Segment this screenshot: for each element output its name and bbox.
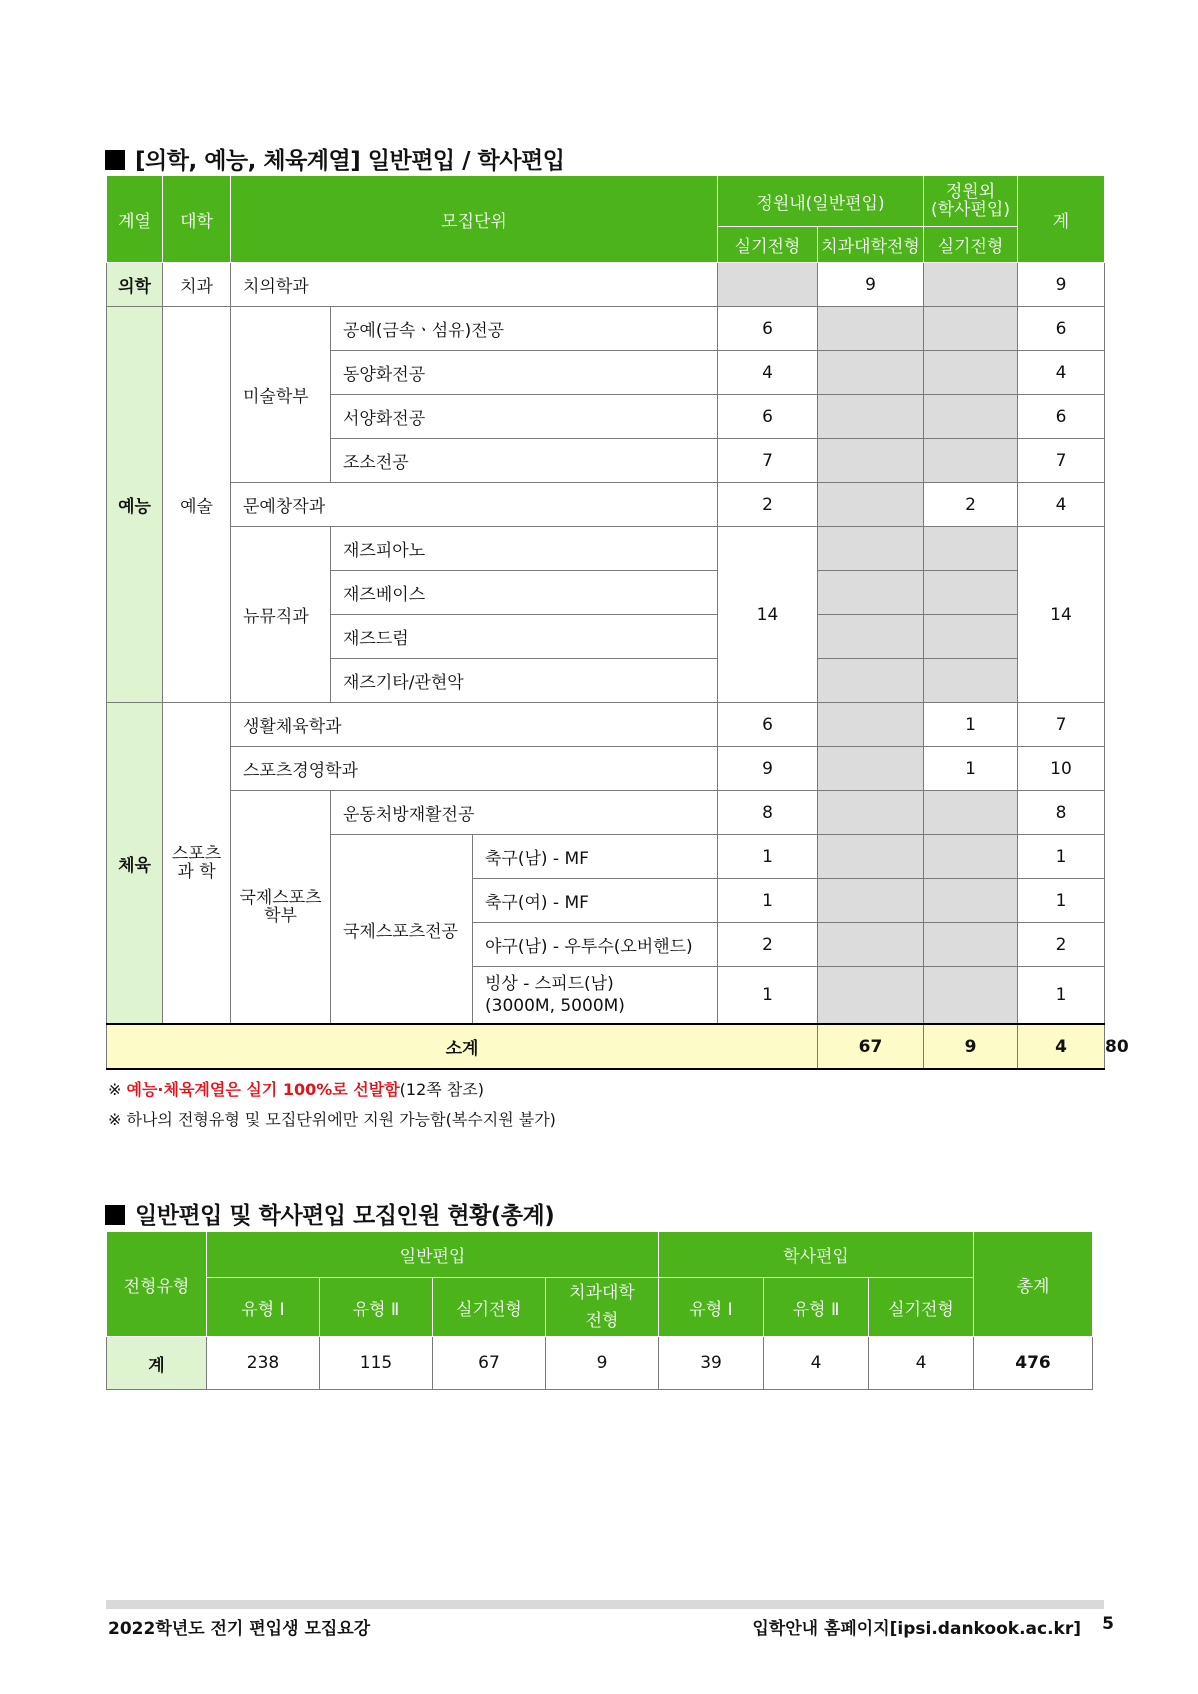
table-row: [107, 483, 1105, 527]
unit-name: 치의학과: [231, 263, 718, 307]
section1-title: [105, 142, 564, 175]
total-cell: 6: [1018, 395, 1105, 439]
value-cell: 7: [718, 439, 818, 483]
unit-name: 공예(금속ㆍ섬유)전공: [331, 307, 718, 351]
unit-name: 동양화전공: [331, 351, 718, 395]
value-cell: 115: [320, 1337, 433, 1390]
empty-cell: [818, 879, 924, 923]
value-cell: 2: [718, 923, 818, 967]
header-grand-total: 총계: [974, 1232, 1093, 1337]
value-cell: 9: [818, 263, 924, 307]
empty-cell: [924, 967, 1018, 1025]
value-cell: 1: [924, 747, 1018, 791]
header-g4: 치과대학 전형: [546, 1278, 659, 1337]
note-1-prefix: ※: [108, 1080, 127, 1099]
grand-total-cell: 476: [974, 1337, 1093, 1390]
empty-cell: [924, 351, 1018, 395]
table-row: [107, 527, 1105, 571]
empty-cell: [818, 747, 924, 791]
empty-cell: [818, 967, 924, 1025]
table-row: [107, 263, 1105, 307]
field-arts: 예능: [107, 307, 163, 703]
table-row: [107, 703, 1105, 747]
empty-cell: [818, 835, 924, 879]
section2-title-text: 일반편입 및 학사편입 모집인원 현황(총계): [135, 1203, 555, 1229]
value-cell: 1: [718, 967, 818, 1025]
empty-cell: [818, 571, 924, 615]
admission-table: [106, 175, 1129, 1070]
empty-cell: [818, 307, 924, 351]
header-g2: 유형 Ⅱ: [320, 1278, 433, 1337]
value-cell: 238: [207, 1337, 320, 1390]
footer-divider: [106, 1600, 1104, 1609]
empty-cell: [818, 351, 924, 395]
header-general: 일반편입: [207, 1232, 659, 1278]
empty-cell: [818, 527, 924, 571]
value-cell: 2: [718, 483, 818, 527]
value-cell: 4: [869, 1337, 974, 1390]
dept-newmusic: 뉴뮤직과: [231, 527, 331, 703]
unit-name: 축구(여) - MF: [473, 879, 718, 923]
total-cell: 10: [1018, 747, 1105, 791]
empty-cell: [924, 791, 1018, 835]
total-cell: 9: [1018, 263, 1105, 307]
total-cell: 8: [1018, 791, 1105, 835]
empty-cell: [818, 439, 924, 483]
header-type: 전형유형: [107, 1232, 207, 1337]
value-cell: 9: [546, 1337, 659, 1390]
unit-name: 서양화전공: [331, 395, 718, 439]
total-cell: 4: [1018, 483, 1105, 527]
header-g3: 실기전형: [433, 1278, 546, 1337]
page-number: 5: [1102, 1614, 1114, 1634]
subtotal-row: 소계 67 9 4 80: [107, 1024, 1105, 1069]
empty-cell: [924, 615, 1018, 659]
unit-name: 축구(남) - MF: [473, 835, 718, 879]
empty-cell: [718, 263, 818, 307]
empty-cell: [924, 571, 1018, 615]
major-intlsports: 국제스포츠전공: [331, 835, 473, 1025]
summary-table: [106, 1231, 1093, 1390]
header-outer: 정원외 (학사편입): [924, 176, 1018, 227]
unit-name: 문예창작과: [231, 483, 718, 527]
note-2: ※ 하나의 전형유형 및 모집단위에만 지원 가능함(복수지원 불가): [108, 1110, 556, 1129]
unit-name: 빙상 - 스피드(남) (3000M, 5000M): [473, 967, 718, 1025]
empty-cell: [924, 395, 1018, 439]
note-1: [108, 1077, 484, 1100]
empty-cell: [924, 879, 1018, 923]
total-cell: 7: [1018, 439, 1105, 483]
unit-name: 운동처방재활전공: [331, 791, 718, 835]
value-cell: 39: [659, 1337, 764, 1390]
empty-cell: [924, 527, 1018, 571]
empty-cell: [924, 659, 1018, 703]
header-dental: 치과대학전형: [818, 227, 924, 263]
value-cell: 1: [718, 835, 818, 879]
empty-cell: [924, 307, 1018, 351]
value-cell: 9: [718, 747, 818, 791]
field-sports: 체육: [107, 703, 163, 1025]
value-cell: 2: [924, 483, 1018, 527]
subtotal-practical: 67: [818, 1024, 924, 1069]
college-sports: 스포츠 과 학: [163, 703, 231, 1025]
header-total: 계: [1018, 176, 1105, 263]
row-label: 계: [107, 1337, 207, 1390]
header-practical: 실기전형: [718, 227, 818, 263]
table-row: [107, 307, 1105, 351]
college-arts: 예술: [163, 307, 231, 703]
total-cell: 1: [1018, 967, 1105, 1025]
total-cell: 6: [1018, 307, 1105, 351]
value-cell: 8: [718, 791, 818, 835]
header-g1: 유형 Ⅰ: [207, 1278, 320, 1337]
value-cell: 6: [718, 703, 818, 747]
value-cell: 4: [718, 351, 818, 395]
empty-cell: [924, 263, 1018, 307]
section1-title-text: [의학, 예능, 체육계열] 일반편입 / 학사편입: [135, 148, 565, 174]
subtotal-dental: 9: [924, 1024, 1018, 1069]
header-field: 계열: [107, 176, 163, 263]
subtotal-label: 소계: [107, 1024, 818, 1069]
unit-name: 재즈피아노: [331, 527, 718, 571]
unit-name: 재즈드럼: [331, 615, 718, 659]
value-cell: 1: [924, 703, 1018, 747]
total-cell: 4: [1018, 351, 1105, 395]
unit-name: 생활체육학과: [231, 703, 718, 747]
header-bachelor: 학사편입: [659, 1232, 974, 1278]
value-cell: 14: [718, 527, 818, 703]
value-cell: 6: [718, 307, 818, 351]
field-medical: 의학: [107, 263, 163, 307]
header-b3: 실기전형: [869, 1278, 974, 1337]
section2-title: [105, 1197, 554, 1230]
header-practical-outer: 실기전형: [924, 227, 1018, 263]
footer-homepage: 입학안내 홈페이지[ipsi.dankook.ac.kr]: [752, 1619, 1081, 1639]
header-b2: 유형 Ⅱ: [764, 1278, 869, 1337]
dept-fineart: 미술학부: [231, 307, 331, 483]
empty-cell: [924, 923, 1018, 967]
empty-cell: [818, 923, 924, 967]
square-bullet-icon: [105, 150, 125, 170]
value-cell: 4: [764, 1337, 869, 1390]
total-cell: 14: [1018, 527, 1105, 703]
table-row: [107, 791, 1105, 835]
header-b1: 유형 Ⅰ: [659, 1278, 764, 1337]
unit-name: 재즈베이스: [331, 571, 718, 615]
empty-cell: [818, 659, 924, 703]
dept-intlsports: 국제스포츠 학부: [231, 791, 331, 1025]
empty-cell: [818, 615, 924, 659]
empty-cell: [818, 483, 924, 527]
empty-cell: [924, 835, 1018, 879]
note-1-highlight: 예능·체육계열은 실기 100%로 선발함: [126, 1080, 400, 1099]
college-dental: 치과: [163, 263, 231, 307]
total-cell: 2: [1018, 923, 1105, 967]
value-cell: 6: [718, 395, 818, 439]
value-cell: 67: [433, 1337, 546, 1390]
header-inner: 정원내(일반편입): [718, 176, 924, 227]
header-unit: 모집단위: [231, 176, 718, 263]
total-cell: 7: [1018, 703, 1105, 747]
header-college: 대학: [163, 176, 231, 263]
value-cell: 1: [718, 879, 818, 923]
empty-cell: [818, 703, 924, 747]
unit-name: 재즈기타/관현악: [331, 659, 718, 703]
table-row: [107, 747, 1105, 791]
empty-cell: [818, 395, 924, 439]
total-cell: 1: [1018, 835, 1105, 879]
note-1-suffix: (12쪽 참조): [399, 1080, 484, 1099]
subtotal-outer: 4: [1018, 1024, 1105, 1069]
unit-name: 스포츠경영학과: [231, 747, 718, 791]
empty-cell: [818, 791, 924, 835]
table-row: [107, 1337, 1093, 1390]
unit-name: 조소전공: [331, 439, 718, 483]
total-cell: 1: [1018, 879, 1105, 923]
square-bullet-icon: [105, 1205, 125, 1225]
unit-name: 야구(남) - 우투수(오버핸드): [473, 923, 718, 967]
empty-cell: [924, 439, 1018, 483]
footer-title: 2022학년도 전기 편입생 모집요강: [108, 1619, 371, 1639]
